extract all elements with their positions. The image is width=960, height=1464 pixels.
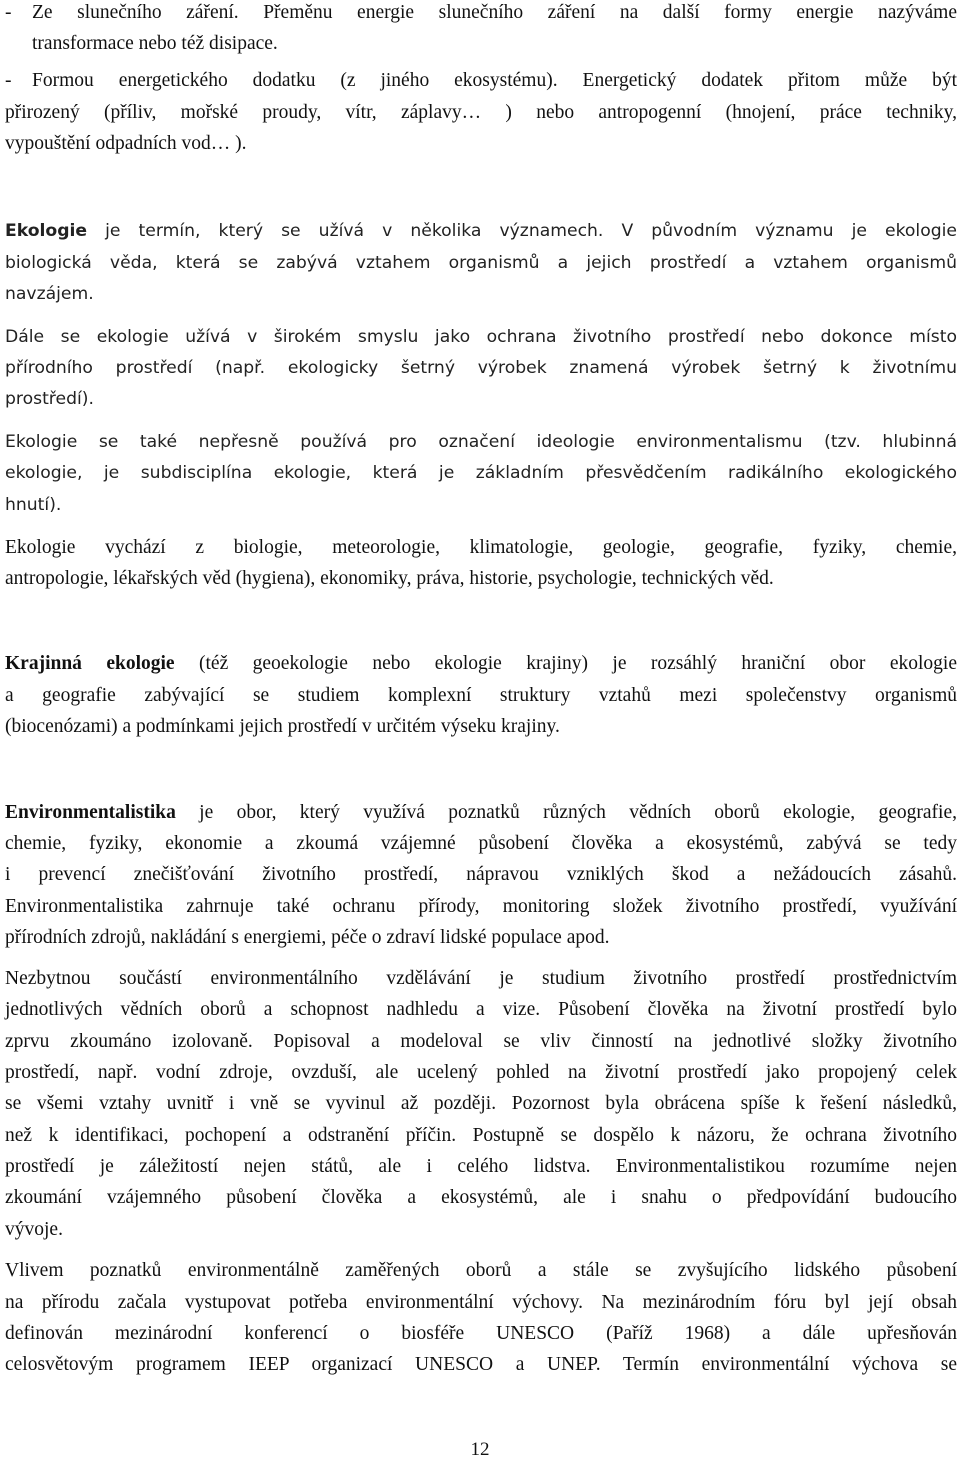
ekologie-line-3: navzájem. [5,284,94,304]
env-p3-line-2: na přírodu začala vystupovat potřeba environmentální výchovy. Na mezinárodním fóru byl její obsah [5,1292,957,1313]
ekologie-p4-line-1: Ekologie vychází z biologie, meteorologie, klimatologie, geologie, geografie, fyziky, chemie, [5,537,957,558]
env-p3-line-4: celosvětovým programem IEEP organizací UNESCO a UNEP. Termín environmentální výchova se [5,1354,957,1375]
env-p2-line-7: prostředí je záležitostí nejen států, ale i celého lidstva. Environmentalistikou rozumíme nejen [5,1156,957,1177]
env-p2-line-9: vývoje. [5,1219,63,1240]
page-number: 12 [470,1439,490,1460]
env-p2-line-1: Nezbytnou součástí environmentálního vzdělávání je studium životního prostředí prostřednictvím [5,968,957,989]
env-p3-line-1: Vlivem poznatků environmentálně zaměřených oborů a stále se zvyšujícího lidského působení [5,1260,957,1281]
env-p2-line-6: než k identifikaci, pochopení a odstranění příčin. Postupně se dospělo k názoru, že ochrana životního [5,1125,957,1146]
bullet-2-line-2: přirozený (příliv, mořské proudy, vítr, záplavy… ) nebo antropogenní (hnojení, práce techniky, [5,102,957,123]
env-line-1-rest: je obor, který využívá poznatků různých vědních oborů ekologie, geografie, [175,802,957,823]
ekologie-p4-line-2: antropologie, lékařských věd (hygiena), ekonomiky, práva, historie, psychologie, technických věd. [5,568,774,589]
ekologie-p3-line-2: ekologie, je subdisciplína ekologie, která je základním přesvědčením radikálního ekologického [5,463,957,483]
bullet-1-line-2: transformace nebo též disipace. [32,33,278,54]
ekologie-line-1-rest: je termín, který se užívá v několika významech. [87,221,604,241]
bullet-marker: - [5,70,12,91]
env-line-4: Environmentalistika zahrnuje také ochranu přírody, monitoring složek životního prostředí, využívání [5,896,957,917]
env-p2-line-5: se všemi vztahy uvnitř i vně se vyvinul až později. Pozornost byla obrácena spíše k řešení následků, [5,1093,957,1114]
krajinna-line-3: (biocenózami) a podmínkami jejich prostředí v určitém výseku krajiny. [5,716,560,737]
bullet-2-line-3: vypouštění odpadních vod… ). [5,133,247,154]
krajinna-line-1-rest: (též geoekologie nebo ekologie krajiny) je rozsáhlý hraniční obor ekologie [174,653,957,674]
environmentalistika-term: Environmentalistika [5,802,176,823]
ekologie-term: Ekologie [5,221,88,241]
ekologie-p2-line-2: přírodního prostředí (např. ekologicky šetrný výrobek znamená výrobek šetrný k životnímu [5,358,957,378]
bullet-marker: - [5,2,12,23]
env-p2-line-3: zprvu zkoumáno izolovaně. Popisoval a modeloval se vliv činností na jednotlivé složky životního [5,1031,957,1052]
env-line-2: chemie, fyziky, ekonomie a zkoumá vzájemné působení člověka a ekosystémů, zabývá se tedy [5,833,957,854]
bullet-1-line-1: Ze slunečního záření. Přeměnu energie slunečního záření na další formy energie nazýváme [32,2,957,23]
env-line-3: i prevencí znečišťování životního prostředí, nápravou vzniklých škod a nežádoucích zásahů. [5,864,957,885]
ekologie-line-2: biologická věda, která se zabývá vztahem organismů a jejich prostředí a vztahem organismů [5,253,957,273]
env-p2-line-8: zkoumání vzájemného působení člověka a ekosystémů, ale i snahu o předpovídání budoucího [5,1187,957,1208]
ekologie-line-1-tail: V původním významu je ekologie [603,221,957,241]
ekologie-p2-line-1: Dále se ekologie užívá v širokém smyslu jako ochrana životního prostředí nebo dokonce místo [5,327,957,347]
bullet-2-line-1: Formou energetického dodatku (z jiného ekosystému). Energetický dodatek přitom může být [32,70,957,91]
krajinna-line-2: a geografie zabývající se studiem komplexní struktury vztahů mezi společenstvy organismů [5,685,957,706]
ekologie-line-1 [5,216,957,247]
krajinna-term: Krajinná ekologie [5,653,175,674]
ekologie-p2-line-3: prostředí). [5,389,94,409]
krajinna-line-1 [5,648,957,679]
env-line-5: přírodních zdrojů, nakládání s energiemi, péče o zdraví lidské populace apod. [5,927,610,948]
env-p2-line-2: jednotlivých vědních oborů a schopnost nadhledu a vize. Působení člověka na životní prostředí bylo [5,999,957,1020]
env-p2-line-4: prostředí, např. vodní zdroje, ovzduší, ale ucelený pohled na životní prostředí jako propojený celek [5,1062,957,1083]
ekologie-p3-line-1: Ekologie se také nepřesně používá pro označení ideologie environmentalismu (tzv. hlubinná [5,432,957,452]
ekologie-p3-line-3: hnutí). [5,495,62,515]
env-p3-line-3: definován mezinárodní konferencí o biosféře UNESCO (Paříž 1968) a dále upřesňován [5,1323,957,1344]
env-line-1 [5,797,957,828]
